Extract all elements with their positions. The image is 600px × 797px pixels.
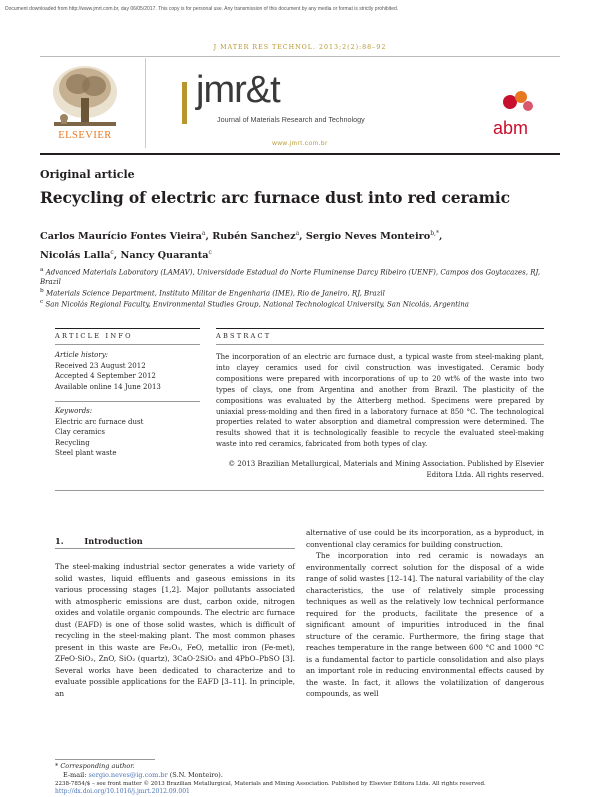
author-affil: a xyxy=(295,230,300,237)
affil-text: Advanced Materials Laboratory (LAMAV), Universidade Estadual do Norte Fluminense Darcy Ribeiro (UENF), Campos dos Goytacazes, RJ, Brazil xyxy=(40,268,541,287)
article-title: Recycling of electric arc furnace dust into red ceramic xyxy=(40,188,510,207)
intro-number: 1. xyxy=(55,536,64,546)
affil-key: b xyxy=(40,288,44,294)
intro-heading xyxy=(55,536,143,546)
email-owner: (S.N. Monteiro). xyxy=(169,771,223,779)
corresponding-author: * Corresponding author. xyxy=(55,762,135,770)
abstract-text: The incorporation of an electric arc furnace dust, a typical waste from steel-making plant, into clayey ceramics used for civil construction was investigated. Ceramic body compositions were prepared with incorporations of up to 20 wt% of the waste into two types of clays, one from Argentina and another from Brazil. The plasticity of the compositions was evaluated by the Atterberg method. Specimens were prepared by uniaxial press-molding and then fired in a laboratory furnace at 850 °C. The technological properties related to water absorption and diametral compression were determined. The results showed that it is technologically feasible to recycle the evaluated steel-making waste into red ceramics, fabricated from both types of clay. xyxy=(216,353,544,449)
journal-logo: jmr&t xyxy=(196,69,280,111)
paragraph: alternative of use could be its incorporation, as a byproduct, in conventional clay ceramics for building construction. xyxy=(306,528,544,549)
keyword: Steel plant waste xyxy=(55,449,117,457)
affil-key: a xyxy=(40,267,44,273)
abstract-copyright: © 2013 Brazilian Metallurgical, Materials and Mining Association. Published by Elsevier Editora Ltda. All rights reserved. xyxy=(228,460,544,479)
author-name: Carlos Maurício Fontes Vieira xyxy=(40,231,202,243)
info-rule-sep xyxy=(55,401,200,402)
article-info-heading: ARTICLE INFO xyxy=(55,332,133,340)
paragraph: The steel-making industrial sector generates a wide variety of solid wastes, liquid effluents and gaseous emissions in its various processing stages [1,2]. Major pollutants associated with atmospheric emissions are dust, carbon oxide, nitrogen oxides and volatile organic compounds. The electric arc furnace dust (EAFD) is one of those solid wastes, which is difficult of recycling in the steel-making plant. The most common phases present in this waste are Fe₂O₃, FeO, metallic iron (Fe-met), ZFeO·SiO₂, ZnO, SiO₂ (quartz), 3CaO·2SiO₂ and 4PbO–PbSO [3]. Several works have been dedicated to characterize and to evaluate possible applications for the EAFD [3–11]. In principle, an xyxy=(55,562,295,698)
keywords-block xyxy=(55,406,143,459)
doi-link[interactable]: http://dx.doi.org/10.1016/j.jmrt.2012.09.001 xyxy=(55,788,190,795)
author-name: Rubén Sanchez xyxy=(212,231,296,243)
info-rule-top xyxy=(55,328,200,329)
keywords-label: Keywords: xyxy=(55,407,93,415)
history-label: Article history: xyxy=(55,351,109,359)
abstract-rule-bottom xyxy=(55,490,544,491)
accepted-date: Accepted 4 September 2012 xyxy=(55,372,156,380)
logo-bar-icon xyxy=(182,82,194,124)
affiliation xyxy=(40,297,560,309)
author-name: Sergio Neves Monteiro xyxy=(305,231,431,243)
affiliation xyxy=(40,265,560,287)
journal-url[interactable]: www.jmrt.com.br xyxy=(272,140,328,147)
email-label: E-mail: xyxy=(63,771,87,779)
intro-right-column xyxy=(306,527,544,700)
paragraph: The incorporation into red ceramic is nowadays an environmentally correct solution for the disposal of a wide range of solid wastes [12–14]. The natural variability of the clay characteristics, the use of relatively simple processing techniques as well as the relatively low technical performance required for the products, facilitate the presence of a significant amount of impurities introduced in the final structure of the ceramic. Furthermore, the firing stage that reaches temperature in the range between 600 °C and 1000 °C is a fundamental factor to particle consolidation and also plays an important role in reducing environmental effects caused by the waste. In fact, it allows the volatilization of dangerous compounds, as well xyxy=(306,551,544,698)
author-affil: c xyxy=(208,249,212,257)
header-top-rule xyxy=(40,56,560,57)
author-name: Nicolás Lalla xyxy=(40,250,111,262)
affil-key: c xyxy=(40,299,44,305)
email-link[interactable]: sergio.neves@ig.com.br xyxy=(88,771,168,779)
issn-line: 2238-7854/$ – see front matter © 2013 Brazilian Metallurgical, Materials and Mining Association. Published by Elsevier Editora Ltda. All rights reserved. xyxy=(55,781,486,787)
author-list: Carlos Maurício Fontes Vieira$^a$, Rubén Sanchez$^a$, Sergio Neves Monteiro$^{b,*}$, Nicolás Lalla$^c$, Nancy Quaranta$^c$ xyxy=(40,230,443,262)
author-name: Nancy Quaranta xyxy=(120,250,209,262)
received-date: Received 23 August 2012 xyxy=(55,361,146,370)
keyword: Clay ceramics xyxy=(55,428,105,436)
article-history xyxy=(55,350,161,392)
keyword: Recycling xyxy=(55,438,90,447)
journal-full-name: Journal of Materials Research and Technology xyxy=(217,115,365,124)
author-affil: b,* xyxy=(430,230,439,237)
affil-text: San Nicolás Regional Faculty, Environmental Studies Group, National Technological University, San Nicolás, Argentina xyxy=(45,300,469,309)
header-bottom-rule xyxy=(40,153,560,155)
intro-rule xyxy=(55,548,295,549)
download-notice: Document downloaded from http://www.jmrt.com.br, day 06/05/2017. This copy is for personal use. Any transmission of this document by any media or format is strictly prohibited. xyxy=(5,6,399,12)
author-affil: a xyxy=(201,230,206,237)
online-date: Available online 14 June 2013 xyxy=(55,382,161,391)
intro-title: Introduction xyxy=(84,536,143,546)
footnote-rule xyxy=(55,759,155,760)
abstract-rule-top xyxy=(216,328,544,329)
intro-left-column xyxy=(55,561,295,699)
section-type: Original article xyxy=(40,168,135,181)
abstract-heading: ABSTRACT xyxy=(216,332,272,340)
affil-text: Materials Science Department, Instituto Militar de Engenharia (IME), Rio de Janeiro, RJ, Brazil xyxy=(45,289,385,298)
publisher-name: ELSEVIER xyxy=(58,130,112,141)
author-affil: c xyxy=(110,249,114,257)
keyword: Electric arc furnace dust xyxy=(55,417,144,426)
elsevier-tree-icon xyxy=(42,58,128,138)
abstract-rule-mid xyxy=(216,344,544,345)
society-logo-text: abm xyxy=(493,118,529,138)
info-rule-mid xyxy=(55,344,200,345)
running-head: J MATER RES TECHNOL. 2013;2(2):88–92 xyxy=(213,44,387,51)
